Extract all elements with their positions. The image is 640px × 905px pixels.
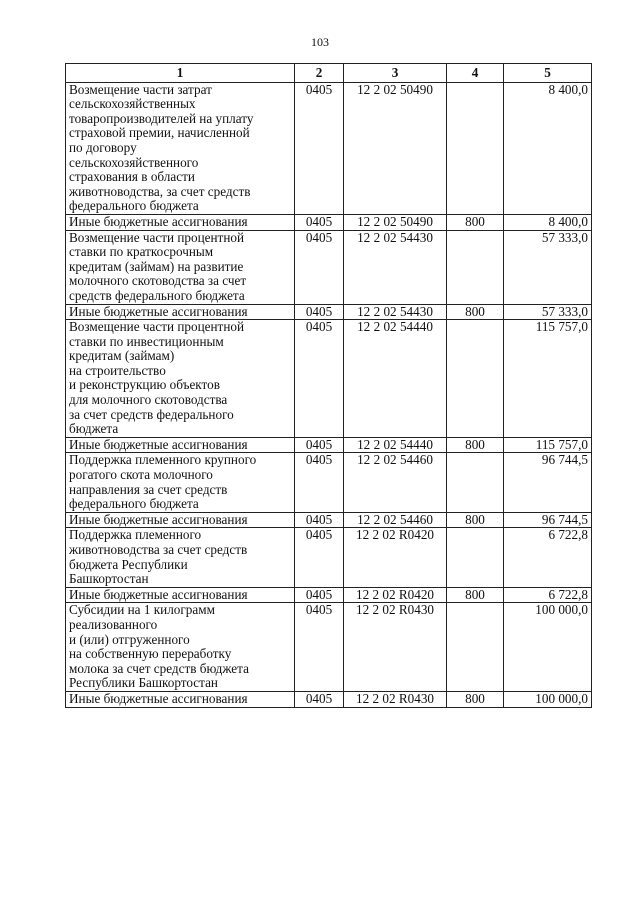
row-name-cell: Иные бюджетные ассигнования [66,214,295,230]
target-code-cell: 12 2 02 R0430 [344,691,447,707]
target-code-cell: 12 2 02 R0420 [344,528,447,587]
section-code-cell: 0405 [295,82,344,214]
amount-cell: 6 722,8 [504,587,592,603]
row-name-cell: Возмещение части процентной ставки по инвестиционным кредитам (займам) на строительство и реконструкцию объектов для молочного скотоводства за счет средств федерального бюджета [66,320,295,438]
amount-cell: 115 757,0 [504,320,592,438]
budget-table [65,63,592,708]
section-code-cell: 0405 [295,230,344,304]
table-header-row [66,64,592,83]
target-code-cell: 12 2 02 50490 [344,214,447,230]
expense-type-cell [447,82,504,214]
target-code-cell: 12 2 02 54460 [344,512,447,528]
amount-cell: 100 000,0 [504,691,592,707]
amount-cell: 57 333,0 [504,304,592,320]
expense-type-cell: 800 [447,304,504,320]
section-code-cell: 0405 [295,304,344,320]
table-row [66,82,592,214]
section-code-cell: 0405 [295,512,344,528]
target-code-cell: 12 2 02 R0420 [344,587,447,603]
section-code-cell: 0405 [295,587,344,603]
row-name-cell: Иные бюджетные ассигнования [66,304,295,320]
amount-cell: 115 757,0 [504,437,592,453]
amount-cell: 6 722,8 [504,528,592,587]
amount-cell: 100 000,0 [504,603,592,692]
column-header: 5 [504,64,592,83]
table-row [66,320,592,438]
section-code-cell: 0405 [295,214,344,230]
table-body [66,82,592,707]
section-code-cell: 0405 [295,437,344,453]
amount-cell: 8 400,0 [504,214,592,230]
target-code-cell: 12 2 02 54440 [344,437,447,453]
page-number: 103 [311,35,329,49]
expense-type-cell [447,453,504,512]
table-row [66,214,592,230]
table-row [66,603,592,692]
table-row [66,512,592,528]
amount-cell: 96 744,5 [504,512,592,528]
section-code-cell: 0405 [295,453,344,512]
expense-type-cell [447,320,504,438]
target-code-cell: 12 2 02 54440 [344,320,447,438]
row-name-cell: Поддержка племенного животноводства за счет средств бюджета Республики Башкортостан [66,528,295,587]
target-code-cell: 12 2 02 54460 [344,453,447,512]
column-header: 3 [344,64,447,83]
target-code-cell: 12 2 02 R0430 [344,603,447,692]
expense-type-cell: 800 [447,214,504,230]
expense-type-cell: 800 [447,437,504,453]
target-code-cell: 12 2 02 54430 [344,304,447,320]
row-name-cell: Иные бюджетные ассигнования [66,691,295,707]
table-row [66,437,592,453]
row-name-cell: Иные бюджетные ассигнования [66,587,295,603]
expense-type-cell: 800 [447,691,504,707]
row-name-cell: Иные бюджетные ассигнования [66,437,295,453]
target-code-cell: 12 2 02 54430 [344,230,447,304]
expense-type-cell [447,528,504,587]
column-header: 2 [295,64,344,83]
row-name-cell: Иные бюджетные ассигнования [66,512,295,528]
table-row [66,230,592,304]
table-row [66,587,592,603]
row-name-cell: Субсидии на 1 килограмм реализованного и (или) отгруженного на собственную переработку молока за счет средств бюджета Республики Башкортостан [66,603,295,692]
table-row [66,528,592,587]
table-row [66,304,592,320]
expense-type-cell [447,603,504,692]
amount-cell: 96 744,5 [504,453,592,512]
expense-type-cell [447,230,504,304]
row-name-cell: Возмещение части затрат сельскохозяйственных товаропроизводителей на уплату страховой премии, начисленной по договору сельскохозяйственного страхования в области животноводства, за счет средств федерального бюджета [66,82,295,214]
expense-type-cell: 800 [447,587,504,603]
section-code-cell: 0405 [295,528,344,587]
expense-type-cell: 800 [447,512,504,528]
section-code-cell: 0405 [295,691,344,707]
amount-cell: 8 400,0 [504,82,592,214]
column-header: 1 [66,64,295,83]
column-header: 4 [447,64,504,83]
row-name-cell: Поддержка племенного крупного рогатого скота молочного направления за счет средств федерального бюджета [66,453,295,512]
section-code-cell: 0405 [295,320,344,438]
amount-cell: 57 333,0 [504,230,592,304]
target-code-cell: 12 2 02 50490 [344,82,447,214]
section-code-cell: 0405 [295,603,344,692]
table-row [66,691,592,707]
table-row [66,453,592,512]
row-name-cell: Возмещение части процентной ставки по краткосрочным кредитам (займам) на развитие молочного скотоводства за счет средств федерального бюджета [66,230,295,304]
